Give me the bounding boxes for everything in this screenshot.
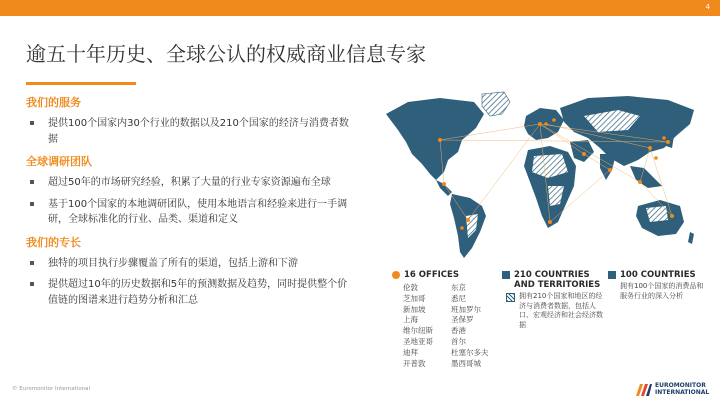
bullet-item: 独特的项目执行步骤覆盖了所有的渠道，包括上游和下游: [26, 256, 356, 272]
euromonitor-logo: EUROMONITOR INTERNATIONAL: [636, 383, 709, 396]
orange-dot-icon: [392, 271, 400, 279]
bullet-item: 提供超过10年的历史数据和5年的预测数据及趋势，同时提供整个价值链的图谱来进行趋势分析和汇总: [26, 277, 356, 308]
solid-square-icon: [608, 271, 616, 279]
legend-offices: 16 OFFICES 伦敦 东京 芝加哥 悉尼 新加坡 班加罗尔 上海 圣保罗 维尔纽斯 香港 圣地亚哥 首尔 迪拜 杜塞尔多夫 开普敦 墨西哥城: [392, 270, 502, 369]
bullet-square-icon: [30, 121, 34, 125]
logo-mark-icon: [636, 384, 652, 396]
bullet-item: 基于100个国家的本地调研团队，使用本地语言和经验来进行一手调研，全球标准化的行业、品类、渠道和定义: [26, 197, 356, 228]
world-map: [378, 88, 704, 266]
legend-countries: 100 COUNTRIES 拥有100个国家的消费品和服务行业的深入分析: [608, 270, 708, 301]
page-number: 4: [705, 3, 710, 11]
bullet-item: 提供100个国家内30个行业的数据以及210个国家的经济与消费者数据: [26, 116, 356, 147]
section-heading-expertise: 我们的专长: [26, 235, 81, 249]
title-underline: [26, 82, 136, 85]
copyright-footer: © Euromonitor International: [12, 386, 91, 392]
bullet-square-icon: [30, 261, 34, 265]
solid-square-icon: [502, 271, 510, 279]
section-heading-services: 我们的服务: [26, 96, 81, 109]
office-city-list: 伦敦 东京 芝加哥 悉尼 新加坡 班加罗尔 上海 圣保罗 维尔纽斯 香港 圣地亚哥 首尔 迪拜 杜塞尔多夫 开普敦 墨西哥城: [403, 283, 489, 368]
content-column: [26, 94, 356, 314]
page-title: 逾五十年历史、全球公认的权威商业信息专家: [26, 42, 426, 66]
section-heading-research-team: 全球调研团队: [26, 155, 92, 168]
hatched-square-icon: [506, 293, 515, 302]
bullet-square-icon: [30, 202, 34, 206]
bullet-square-icon: [30, 180, 34, 184]
top-accent-bar: [0, 0, 720, 16]
bullet-item: 超过50年的市场研究经验，积累了大量的行业专家资源遍布全球: [26, 175, 356, 191]
bullet-square-icon: [30, 282, 34, 286]
legend-territories: 210 COUNTRIES AND TERRITORIES 拥有210个国家和地区的经济与消费者数据，包括人口、宏观经济和社会经济数据: [502, 270, 606, 330]
